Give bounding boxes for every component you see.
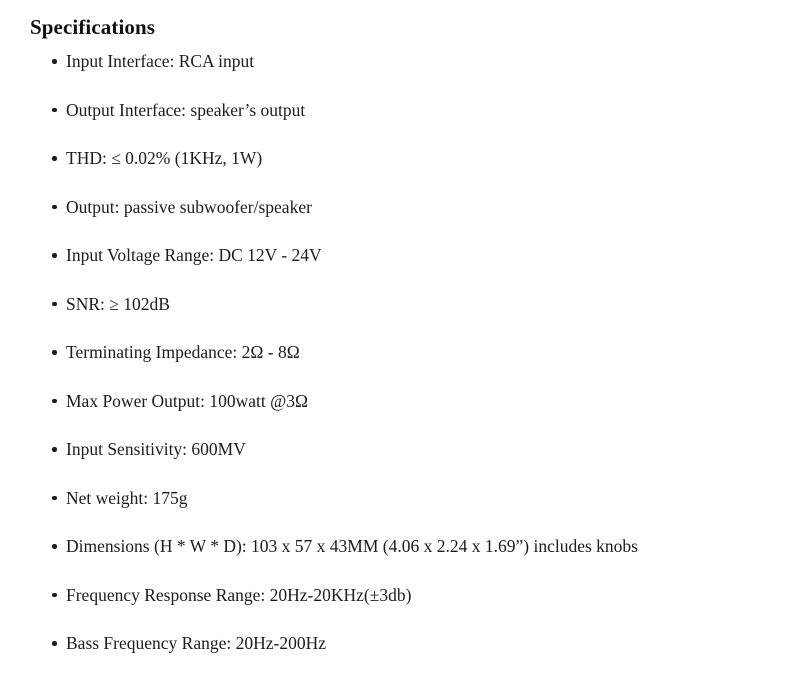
list-item: THD: ≤ 0.02% (1KHz, 1W) bbox=[24, 147, 776, 169]
list-item: Input Interface: RCA input bbox=[24, 50, 776, 72]
list-item: Bass Frequency Range: 20Hz-200Hz bbox=[24, 632, 776, 654]
list-item: Output Interface: speaker’s output bbox=[24, 99, 776, 121]
list-item: Max Power Output: 100watt @3Ω bbox=[24, 390, 776, 412]
list-item: Frequency Response Range: 20Hz-20KHz(±3db) bbox=[24, 584, 776, 606]
specifications-list bbox=[24, 50, 776, 654]
list-item: Output: passive subwoofer/speaker bbox=[24, 196, 776, 218]
list-item: Input Sensitivity: 600MV bbox=[24, 438, 776, 460]
list-item: Terminating Impedance: 2Ω - 8Ω bbox=[24, 341, 776, 363]
list-item: Input Voltage Range: DC 12V - 24V bbox=[24, 244, 776, 266]
list-item: Net weight: 175g bbox=[24, 487, 776, 509]
page-title: Specifications bbox=[30, 15, 156, 39]
list-item: Dimensions (H * W * D): 103 x 57 x 43MM (4.06 x 2.24 x 1.69”) includes knobs bbox=[24, 535, 776, 557]
list-item: SNR: ≥ 102dB bbox=[24, 293, 776, 315]
